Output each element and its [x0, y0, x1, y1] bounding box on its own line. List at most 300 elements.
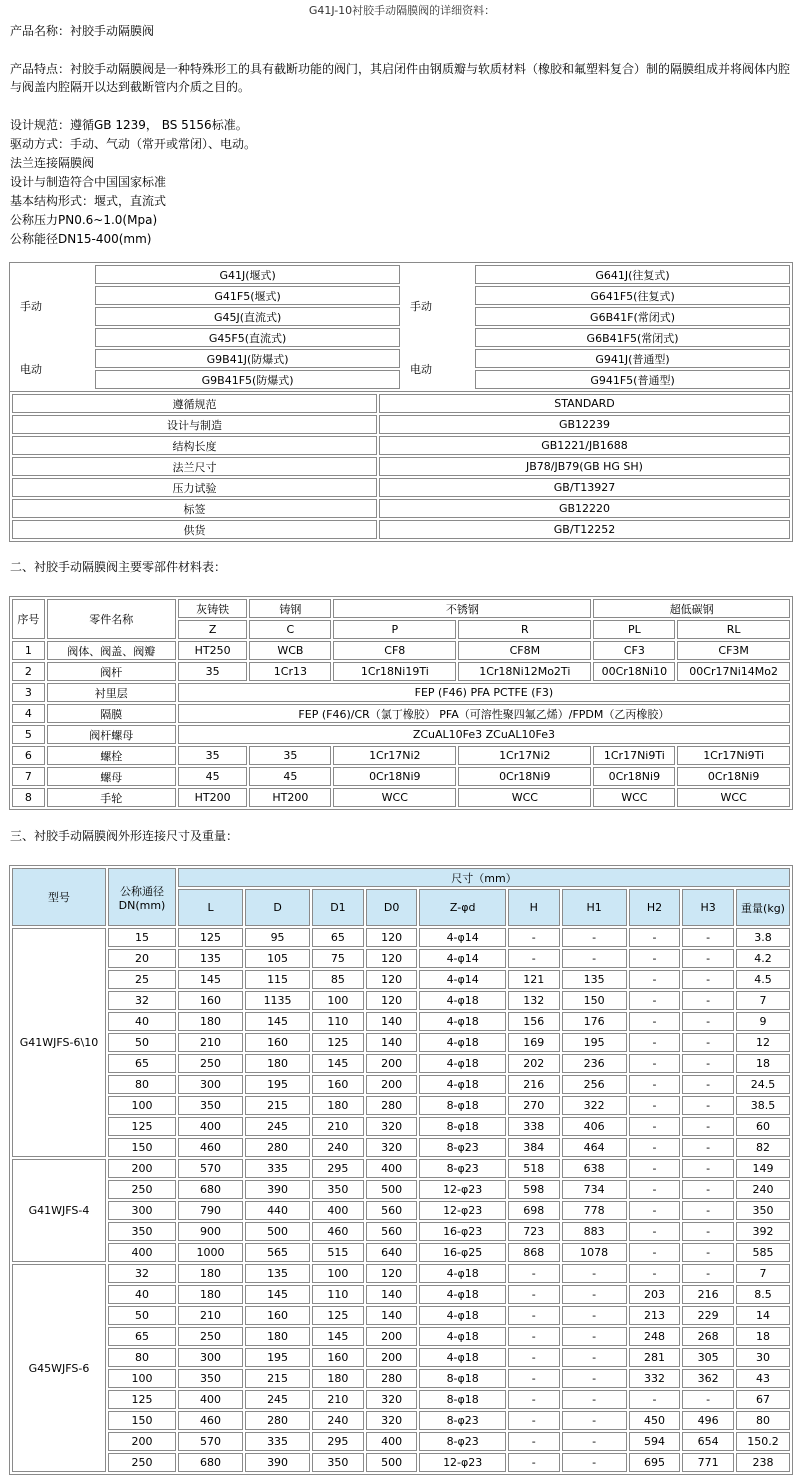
dimension-value: -	[562, 949, 627, 968]
material-value: WCC	[677, 788, 790, 807]
header-col: L	[178, 889, 243, 926]
dimension-value: -	[629, 1138, 681, 1157]
spec-line: 公称压力PN0.6~1.0(Mpa)	[10, 213, 158, 227]
dimension-value: 268	[682, 1327, 734, 1346]
header-row	[12, 599, 790, 618]
header-code: Z	[178, 620, 248, 639]
dimension-value: 16-φ23	[419, 1222, 506, 1241]
header-col: Z-φd	[419, 889, 506, 926]
table-row	[12, 1201, 790, 1220]
dimension-value: 4-φ18	[419, 1285, 506, 1304]
material-value: 45	[178, 767, 248, 786]
dimension-value: 195	[562, 1033, 627, 1052]
dimension-value: 32	[108, 991, 176, 1010]
material-value: ZCuAL10Fe3 ZCuAL10Fe3	[178, 725, 790, 744]
dimension-value: 20	[108, 949, 176, 968]
dimension-value: 4-φ18	[419, 1264, 506, 1283]
model-group-label: 手动	[20, 300, 42, 313]
part-name: 螺栓	[47, 746, 176, 765]
table-row	[12, 457, 790, 476]
dimension-value: -	[562, 928, 627, 947]
standard-key: 设计与制造	[12, 415, 377, 434]
dimension-value: 270	[508, 1096, 560, 1115]
material-value: 1Cr17Ni9Ti	[677, 746, 790, 765]
dimension-value: 4-φ18	[419, 1012, 506, 1031]
dimension-value: 40	[108, 1285, 176, 1304]
dimension-value: 400	[312, 1201, 364, 1220]
header-model: 型号	[12, 868, 106, 926]
part-name: 螺母	[47, 767, 176, 786]
table-row	[12, 767, 790, 786]
table-row	[12, 499, 790, 518]
dimension-value: 384	[508, 1138, 560, 1157]
dimension-value: 135	[245, 1264, 310, 1283]
dimension-value: 280	[366, 1369, 418, 1388]
dimension-value: 150	[108, 1138, 176, 1157]
material-value: 0Cr18Ni9	[458, 767, 591, 786]
dimension-value: 390	[245, 1453, 310, 1472]
document-title: G41J-10衬胶手动隔膜阀的详细资料：	[308, 4, 496, 17]
dimension-value: -	[682, 1138, 734, 1157]
dimension-value: 250	[108, 1180, 176, 1199]
table-row	[12, 1075, 790, 1094]
table-row	[12, 970, 790, 989]
table-row	[12, 1180, 790, 1199]
dimension-value: 790	[178, 1201, 243, 1220]
model-item: G9B41F5(防爆式)	[95, 370, 400, 389]
dimension-value: 4.2	[736, 949, 790, 968]
dimension-value: 80	[736, 1411, 790, 1430]
table-row	[12, 725, 790, 744]
dimension-value: 135	[562, 970, 627, 989]
table-row	[12, 1411, 790, 1430]
dimension-value: -	[508, 1411, 560, 1430]
dimension-value: 14	[736, 1306, 790, 1325]
dimension-value: 135	[178, 949, 243, 968]
dimension-value: 132	[508, 991, 560, 1010]
dimension-value: 180	[312, 1096, 364, 1115]
dimension-value: 300	[108, 1201, 176, 1220]
dimension-value: 281	[629, 1348, 681, 1367]
standard-value: STANDARD	[379, 394, 790, 413]
header-col: H1	[562, 889, 627, 926]
dimension-value: 460	[178, 1411, 243, 1430]
dimension-value: 280	[245, 1411, 310, 1430]
model-group-label: 手动	[409, 300, 432, 313]
dimension-value: -	[682, 1390, 734, 1409]
material-value: WCC	[458, 788, 591, 807]
table-row	[12, 928, 790, 947]
dimension-value: 150	[108, 1411, 176, 1430]
dimension-value: 7	[736, 991, 790, 1010]
dimension-value: 240	[312, 1411, 364, 1430]
material-value: WCB	[249, 641, 331, 660]
dimension-value: 160	[178, 991, 243, 1010]
header-code: P	[333, 620, 456, 639]
header-code: RL	[677, 620, 790, 639]
table-row	[12, 1054, 790, 1073]
dimension-value: 734	[562, 1180, 627, 1199]
dimension-value: 570	[178, 1432, 243, 1451]
standard-value: GB/T13927	[379, 478, 790, 497]
model-item: G41J(堰式)	[95, 265, 400, 284]
part-name: 阀杆螺母	[47, 725, 176, 744]
dimension-value: -	[508, 1264, 560, 1283]
table-row	[12, 662, 790, 681]
material-value: 35	[249, 746, 331, 765]
dimension-value: 145	[178, 970, 243, 989]
dimension-value: 18	[736, 1054, 790, 1073]
dimension-value: 4-φ14	[419, 949, 506, 968]
dimension-value: 771	[682, 1453, 734, 1472]
dimension-value: 695	[629, 1453, 681, 1472]
dimension-value: 202	[508, 1054, 560, 1073]
dimension-value: 100	[312, 991, 364, 1010]
models-table	[9, 262, 793, 392]
material-value: FEP (F46) PFA PCTFE (F3)	[178, 683, 790, 702]
dimension-value: -	[629, 949, 681, 968]
dimension-value: 75	[312, 949, 364, 968]
dimension-value: 121	[508, 970, 560, 989]
table-row	[12, 1117, 790, 1136]
dimension-value: -	[629, 928, 681, 947]
dimension-value: -	[682, 1180, 734, 1199]
dimension-value: 67	[736, 1390, 790, 1409]
table-row	[12, 1348, 790, 1367]
dimension-value: 8-φ23	[419, 1138, 506, 1157]
dimension-value: 145	[312, 1054, 364, 1073]
dimension-value: 565	[245, 1243, 310, 1262]
dimension-value: 195	[245, 1075, 310, 1094]
material-value: WCC	[593, 788, 675, 807]
dimension-value: 140	[366, 1033, 418, 1052]
part-name: 衬里层	[47, 683, 176, 702]
standard-value: GB12220	[379, 499, 790, 518]
header-group: 灰铸铁	[178, 599, 248, 618]
dimension-value: 868	[508, 1243, 560, 1262]
dimension-value: 12-φ23	[419, 1453, 506, 1472]
dimension-value: -	[562, 1348, 627, 1367]
model-item: G45J(直流式)	[95, 307, 400, 326]
dimension-value: 320	[366, 1138, 418, 1157]
dimension-value: 25	[108, 970, 176, 989]
dimension-value: -	[562, 1327, 627, 1346]
dimension-value: 80	[108, 1075, 176, 1094]
standard-key: 标签	[12, 499, 377, 518]
dimension-value: -	[508, 1327, 560, 1346]
model-name: G45WJFS-6	[12, 1264, 106, 1472]
dimension-value: 350	[312, 1453, 364, 1472]
dimension-value: 698	[508, 1201, 560, 1220]
dimension-value: -	[682, 1054, 734, 1073]
model-item: G9B41J(防爆式)	[95, 349, 400, 368]
dimension-value: 82	[736, 1138, 790, 1157]
dimension-value: 115	[245, 970, 310, 989]
table-row	[12, 415, 790, 434]
dimension-value: 4-φ18	[419, 1306, 506, 1325]
dimension-value: 176	[562, 1012, 627, 1031]
dimension-value: 406	[562, 1117, 627, 1136]
dimension-value: 140	[366, 1285, 418, 1304]
dimension-value: 560	[366, 1222, 418, 1241]
dimension-value: 210	[312, 1390, 364, 1409]
dimension-value: 95	[245, 928, 310, 947]
dimension-value: 248	[629, 1327, 681, 1346]
dimension-value: 8-φ18	[419, 1096, 506, 1115]
dimension-value: 180	[178, 1012, 243, 1031]
dimension-value: -	[629, 1222, 681, 1241]
dimension-value: 1078	[562, 1243, 627, 1262]
dimension-value: 140	[366, 1306, 418, 1325]
material-value: 1Cr17Ni9Ti	[593, 746, 675, 765]
dimension-value: -	[682, 991, 734, 1010]
dimension-value: 50	[108, 1306, 176, 1325]
dimension-value: 598	[508, 1180, 560, 1199]
dimension-value: -	[682, 970, 734, 989]
header-group: 不锈钢	[333, 599, 591, 618]
dimension-value: -	[562, 1390, 627, 1409]
table-row	[12, 1264, 790, 1283]
dimension-value: 200	[108, 1432, 176, 1451]
dimension-value: 4-φ14	[419, 928, 506, 947]
dimension-value: 180	[312, 1369, 364, 1388]
dimension-value: 12-φ23	[419, 1201, 506, 1220]
dimension-value: 4-φ18	[419, 1033, 506, 1052]
dimension-value: 496	[682, 1411, 734, 1430]
row-no: 6	[12, 746, 45, 765]
dimension-value: -	[682, 1222, 734, 1241]
dimension-value: 8-φ23	[419, 1432, 506, 1451]
dimension-value: 320	[366, 1117, 418, 1136]
dimension-value: -	[508, 1390, 560, 1409]
dimension-value: -	[682, 1201, 734, 1220]
header-col: H3	[682, 889, 734, 926]
dimension-value: -	[562, 1369, 627, 1388]
dimension-value: 200	[366, 1054, 418, 1073]
dimension-value: 450	[629, 1411, 681, 1430]
dimension-value: 245	[245, 1390, 310, 1409]
dimension-value: 210	[178, 1306, 243, 1325]
material-value: 1Cr17Ni2	[333, 746, 456, 765]
dimension-value: 638	[562, 1159, 627, 1178]
dimension-value: 240	[736, 1180, 790, 1199]
dimension-value: 180	[178, 1264, 243, 1283]
dimension-value: 250	[108, 1453, 176, 1472]
table-row	[12, 641, 790, 660]
dimension-value: 160	[245, 1306, 310, 1325]
dimension-value: 4.5	[736, 970, 790, 989]
model-group-label: 电动	[20, 363, 42, 376]
dimension-value: -	[682, 928, 734, 947]
standard-value: GB/T12252	[379, 520, 790, 539]
dimension-value: -	[682, 1159, 734, 1178]
model-item: G641J(往复式)	[475, 265, 790, 284]
row-no: 8	[12, 788, 45, 807]
dimension-value: 150	[562, 991, 627, 1010]
dimension-value: -	[508, 1306, 560, 1325]
dimension-value: -	[629, 1159, 681, 1178]
dimension-value: 18	[736, 1327, 790, 1346]
row-no: 7	[12, 767, 45, 786]
model-name: G41WJFS-4	[12, 1159, 106, 1262]
dimension-value: 464	[562, 1138, 627, 1157]
material-value: 0Cr18Ni9	[593, 767, 675, 786]
dimension-value: 100	[108, 1369, 176, 1388]
table-row	[12, 1243, 790, 1262]
dimension-value: 4-φ18	[419, 1054, 506, 1073]
dimension-value: 518	[508, 1159, 560, 1178]
table-row	[12, 1138, 790, 1157]
section2-title: 二、衬胶手动隔膜阀主要零部件材料表：	[10, 560, 227, 574]
dimension-value: 15	[108, 928, 176, 947]
table-row	[12, 1432, 790, 1451]
table-row	[12, 704, 790, 723]
dimension-value: 400	[108, 1243, 176, 1262]
material-value: CF8	[333, 641, 456, 660]
dimension-value: -	[629, 1033, 681, 1052]
dimension-value: -	[629, 1201, 681, 1220]
dimension-value: -	[629, 991, 681, 1010]
dimension-value: 160	[312, 1075, 364, 1094]
dimension-value: -	[682, 1117, 734, 1136]
dimension-value: 24.5	[736, 1075, 790, 1094]
dimension-value: -	[562, 1264, 627, 1283]
dimension-value: 4-φ18	[419, 1348, 506, 1367]
table-row	[12, 683, 790, 702]
dimension-value: 585	[736, 1243, 790, 1262]
dimension-value: 8-φ18	[419, 1369, 506, 1388]
dimension-value: 680	[178, 1180, 243, 1199]
material-value: 1Cr18Ni19Ti	[333, 662, 456, 681]
dimension-value: 392	[736, 1222, 790, 1241]
model-item: G941F5(普通型)	[475, 370, 790, 389]
dimension-value: 640	[366, 1243, 418, 1262]
dimension-value: 8.5	[736, 1285, 790, 1304]
dimension-value: 3.8	[736, 928, 790, 947]
row-no: 5	[12, 725, 45, 744]
dimension-value: 515	[312, 1243, 364, 1262]
standard-key: 供货	[12, 520, 377, 539]
materials-table	[9, 596, 793, 810]
dimension-value: 180	[245, 1054, 310, 1073]
dimension-value: 350	[178, 1369, 243, 1388]
table-row	[12, 991, 790, 1010]
dimension-value: 229	[682, 1306, 734, 1325]
dimension-value: 8-φ23	[419, 1411, 506, 1430]
material-value: 0Cr18Ni9	[333, 767, 456, 786]
dimension-value: 120	[366, 970, 418, 989]
dimension-value: 500	[366, 1453, 418, 1472]
header-dn: 公称通径DN(mm)	[108, 868, 176, 926]
material-value: HT200	[249, 788, 331, 807]
dimension-value: 50	[108, 1033, 176, 1052]
dimension-value: 80	[108, 1348, 176, 1367]
material-value: 1Cr13	[249, 662, 331, 681]
dimension-value: 778	[562, 1201, 627, 1220]
dimension-value: 125	[108, 1390, 176, 1409]
dimension-value: 100	[312, 1264, 364, 1283]
dimension-value: 4-φ18	[419, 1327, 506, 1346]
dimension-value: 1135	[245, 991, 310, 1010]
dimension-value: 4-φ18	[419, 991, 506, 1010]
dimension-value: 250	[178, 1327, 243, 1346]
standards-table	[9, 391, 793, 542]
dimension-value: 43	[736, 1369, 790, 1388]
product-features: 产品特点：衬胶手动隔膜阀是一种特殊形工的具有截断功能的阀门，其启闭件由钢质瓣与软质材料（橡胶和氟塑料复合）制的隔膜组成并将阀体内腔与阀盖内腔隔开以达到截断管内介质之目的。	[10, 62, 791, 94]
dimension-value: 195	[245, 1348, 310, 1367]
table-row	[12, 1390, 790, 1409]
dimension-value: 65	[108, 1327, 176, 1346]
dimension-value: 245	[245, 1117, 310, 1136]
dimension-value: -	[682, 1243, 734, 1262]
header-part: 零件名称	[47, 599, 176, 639]
dimension-value: 400	[366, 1159, 418, 1178]
dimension-value: 215	[245, 1096, 310, 1115]
header-code: R	[458, 620, 591, 639]
dimension-value: 400	[178, 1117, 243, 1136]
dimension-value: -	[629, 970, 681, 989]
dimension-value: 594	[629, 1432, 681, 1451]
dimension-value: 900	[178, 1222, 243, 1241]
dimension-value: 680	[178, 1453, 243, 1472]
dimension-value: 723	[508, 1222, 560, 1241]
dimension-value: 350	[108, 1222, 176, 1241]
dimension-value: 145	[245, 1012, 310, 1031]
standard-key: 压力试验	[12, 478, 377, 497]
material-value: 45	[249, 767, 331, 786]
dimension-value: 110	[312, 1012, 364, 1031]
dimensions-table	[9, 865, 793, 1475]
dimension-value: 8-φ23	[419, 1159, 506, 1178]
dimension-value: 203	[629, 1285, 681, 1304]
spec-line: 法兰连接隔膜阀	[10, 156, 95, 170]
dimension-value: 560	[366, 1201, 418, 1220]
dimension-value: 38.5	[736, 1096, 790, 1115]
dimension-value: 169	[508, 1033, 560, 1052]
dimension-value: 215	[245, 1369, 310, 1388]
header-size: 尺寸（mm）	[178, 868, 790, 887]
table-row	[12, 520, 790, 539]
dimension-value: 238	[736, 1453, 790, 1472]
dimension-value: 65	[108, 1054, 176, 1073]
dimension-value: -	[629, 1390, 681, 1409]
dimension-value: 16-φ25	[419, 1243, 506, 1262]
dimension-value: 400	[366, 1432, 418, 1451]
dimension-value: -	[629, 1243, 681, 1262]
dimension-value: 156	[508, 1012, 560, 1031]
dimension-value: 30	[736, 1348, 790, 1367]
dimension-value: -	[562, 1432, 627, 1451]
spec-line: 设计与制造符合中国国家标准	[10, 175, 167, 189]
table-row	[12, 1033, 790, 1052]
standard-value: GB12239	[379, 415, 790, 434]
spec-line: 基本结构形式：堰式，直流式	[10, 194, 167, 208]
dimension-value: 110	[312, 1285, 364, 1304]
material-value: 00Cr18Ni10	[593, 662, 675, 681]
dimension-value: 200	[366, 1075, 418, 1094]
material-value: 35	[178, 662, 248, 681]
dimension-value: 320	[366, 1390, 418, 1409]
dimension-value: 236	[562, 1054, 627, 1073]
row-no: 2	[12, 662, 45, 681]
dimension-value: 570	[178, 1159, 243, 1178]
material-value: HT250	[178, 641, 248, 660]
section3-title: 三、衬胶手动隔膜阀外形连接尺寸及重量：	[10, 829, 239, 843]
dimension-value: 85	[312, 970, 364, 989]
header-row	[12, 868, 790, 887]
dimension-value: 120	[366, 949, 418, 968]
header-code: PL	[593, 620, 675, 639]
